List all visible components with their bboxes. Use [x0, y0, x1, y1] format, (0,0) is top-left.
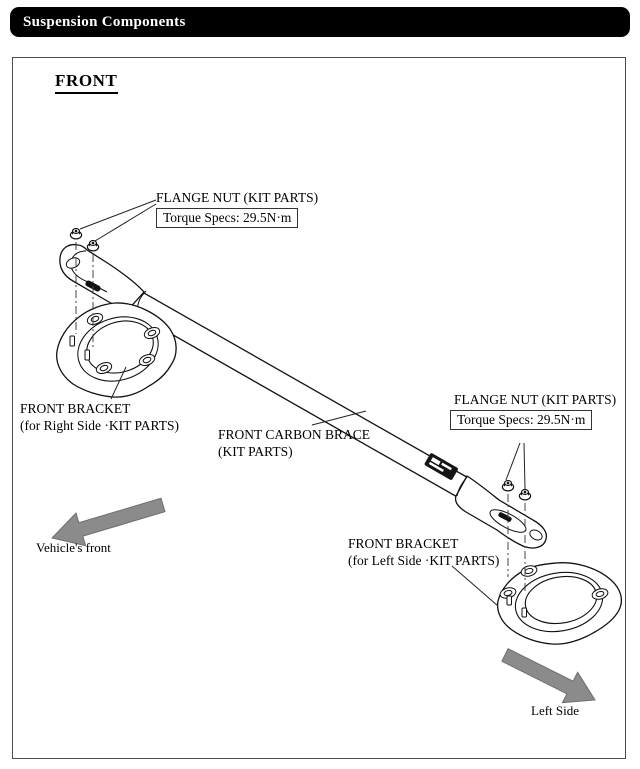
section-heading: FRONT: [55, 71, 118, 94]
front-carbon-brace-line1: FRONT CARBON BRACE: [218, 427, 371, 442]
callout-front-bracket-right: [20, 400, 179, 434]
callout-flange-nut-right: [450, 391, 616, 430]
flange-nut-icon: [519, 490, 530, 500]
carbon-brace-drawing: [122, 286, 468, 496]
front-bracket-right-line2: (for Right Side ·KIT PARTS): [20, 418, 179, 433]
flange-nut-icon: [70, 229, 81, 239]
callout-front-carbon-brace: [218, 426, 370, 460]
flange-nut-icon: [502, 481, 513, 491]
vehicle-front-arrow-icon: [52, 498, 165, 545]
front-bracket-right-line1: FRONT BRACKET: [20, 401, 131, 416]
callout-flange-nut-top: [156, 189, 318, 228]
flange-nut-right-torque-box: Torque Specs: 29.5N·m: [450, 410, 592, 430]
flange-nut-top-torque-box: Torque Specs: 29.5N·m: [156, 208, 298, 228]
page-title: Suspension Components: [23, 13, 186, 30]
flange-nut-icon: [87, 241, 98, 251]
front-bracket-left-line2: (for Left Side ·KIT PARTS): [348, 553, 500, 568]
flange-nut-top-name: FLANGE NUT (KIT PARTS): [156, 190, 319, 205]
flange-nut-right-name: FLANGE NUT (KIT PARTS): [454, 392, 617, 407]
left-side-label: Left Side: [531, 703, 580, 718]
front-bracket-right-drawing: [57, 303, 176, 397]
vehicle-front-label: Vehicle's front: [36, 540, 111, 555]
callout-front-bracket-left: [348, 535, 499, 569]
brace-left-end-drawing: [60, 245, 146, 311]
front-bracket-left-line1: FRONT BRACKET: [348, 536, 459, 551]
left-side-arrow-icon: [502, 649, 595, 703]
front-carbon-brace-line2: (KIT PARTS): [218, 444, 293, 459]
front-bracket-left-drawing: [498, 563, 622, 644]
